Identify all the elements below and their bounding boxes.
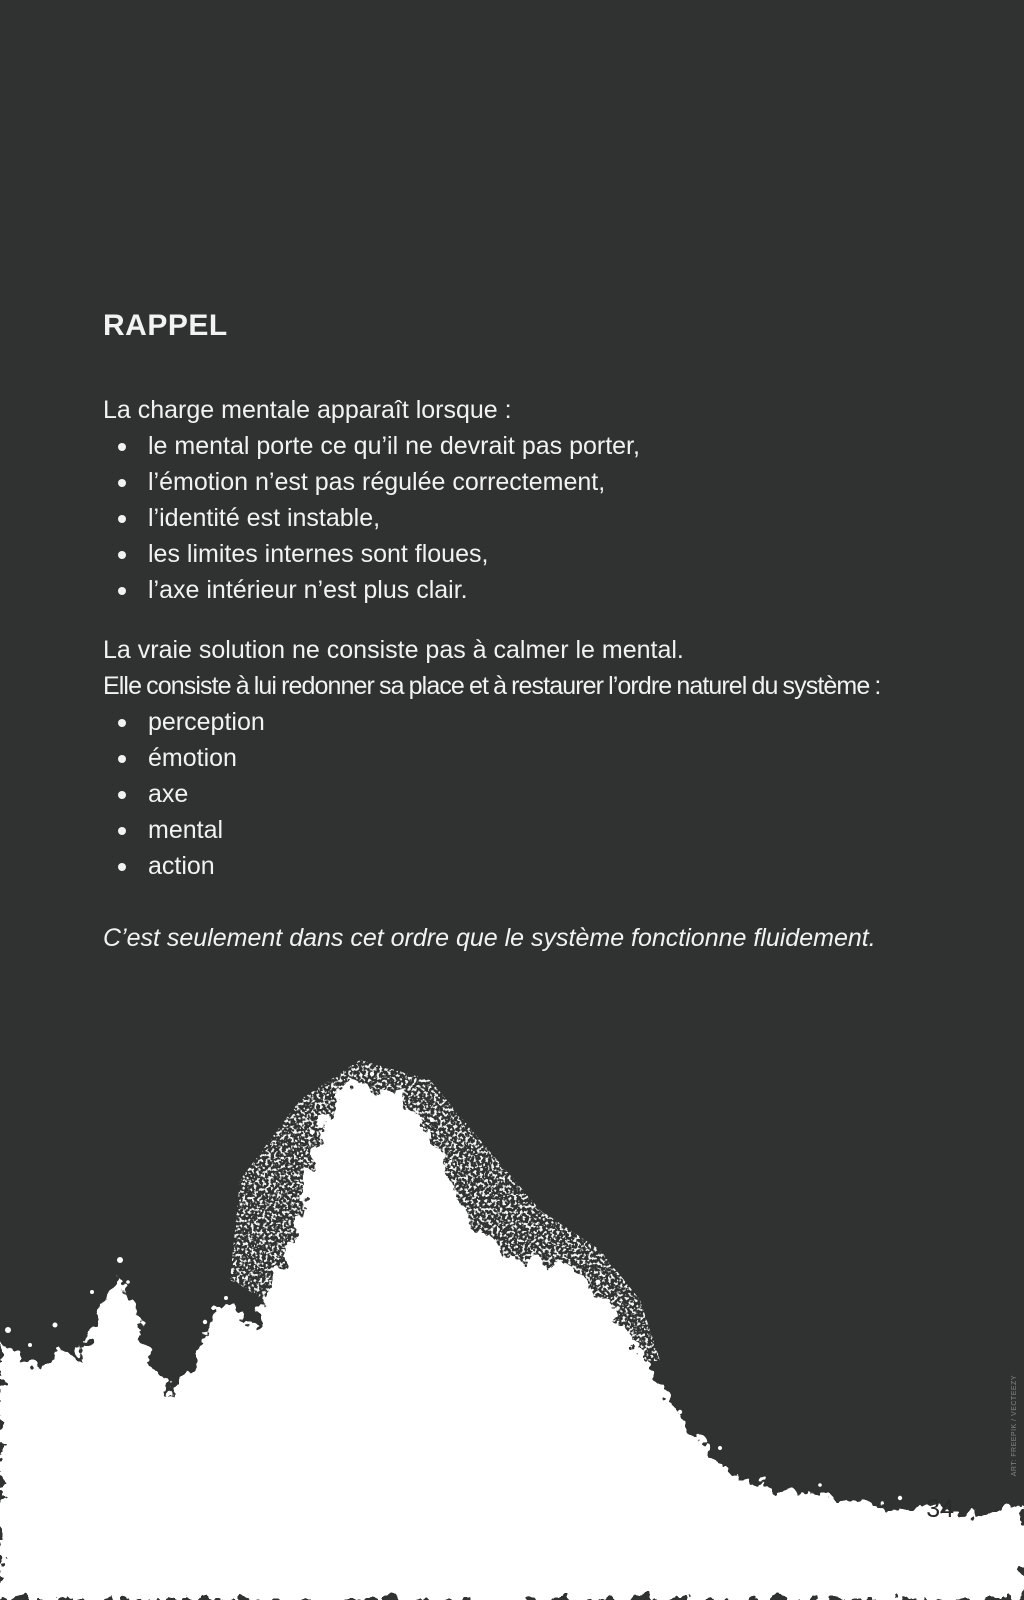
white-splash-illustration xyxy=(0,1060,1024,1600)
main-content xyxy=(103,300,933,981)
page-title: RAPPEL xyxy=(103,309,228,342)
intro-text: La charge mentale apparaît lorsque : xyxy=(103,396,512,424)
list-item: perception xyxy=(103,704,933,740)
list-item: les limites internes sont floues, xyxy=(103,536,933,572)
list-item: action xyxy=(103,848,933,884)
list-item: émotion xyxy=(103,740,933,776)
image-credit: ART: FREEPIK / VECTEEZY xyxy=(1011,1375,1018,1477)
list-item: l’identité est instable, xyxy=(103,500,933,536)
solution-text: La vraie solution ne consiste pas à calmer le mental. xyxy=(103,636,684,664)
closing-statement: C’est seulement dans cet ordre que le système fonctionne fluidement. xyxy=(103,924,876,952)
page-number: 34 xyxy=(926,1495,954,1523)
list-item: l’émotion n’est pas régulée correctement, xyxy=(103,464,933,500)
solution-detail-text: Elle consiste à lui redonner sa place et à restaurer l’ordre naturel du système : xyxy=(103,672,881,700)
list-item: l’axe intérieur n’est plus clair. xyxy=(103,572,933,608)
list-item: le mental porte ce qu’il ne devrait pas porter, xyxy=(103,428,933,464)
list-item: mental xyxy=(103,812,933,848)
order-list xyxy=(103,704,933,884)
conditions-list xyxy=(103,428,933,608)
list-item: axe xyxy=(103,776,933,812)
